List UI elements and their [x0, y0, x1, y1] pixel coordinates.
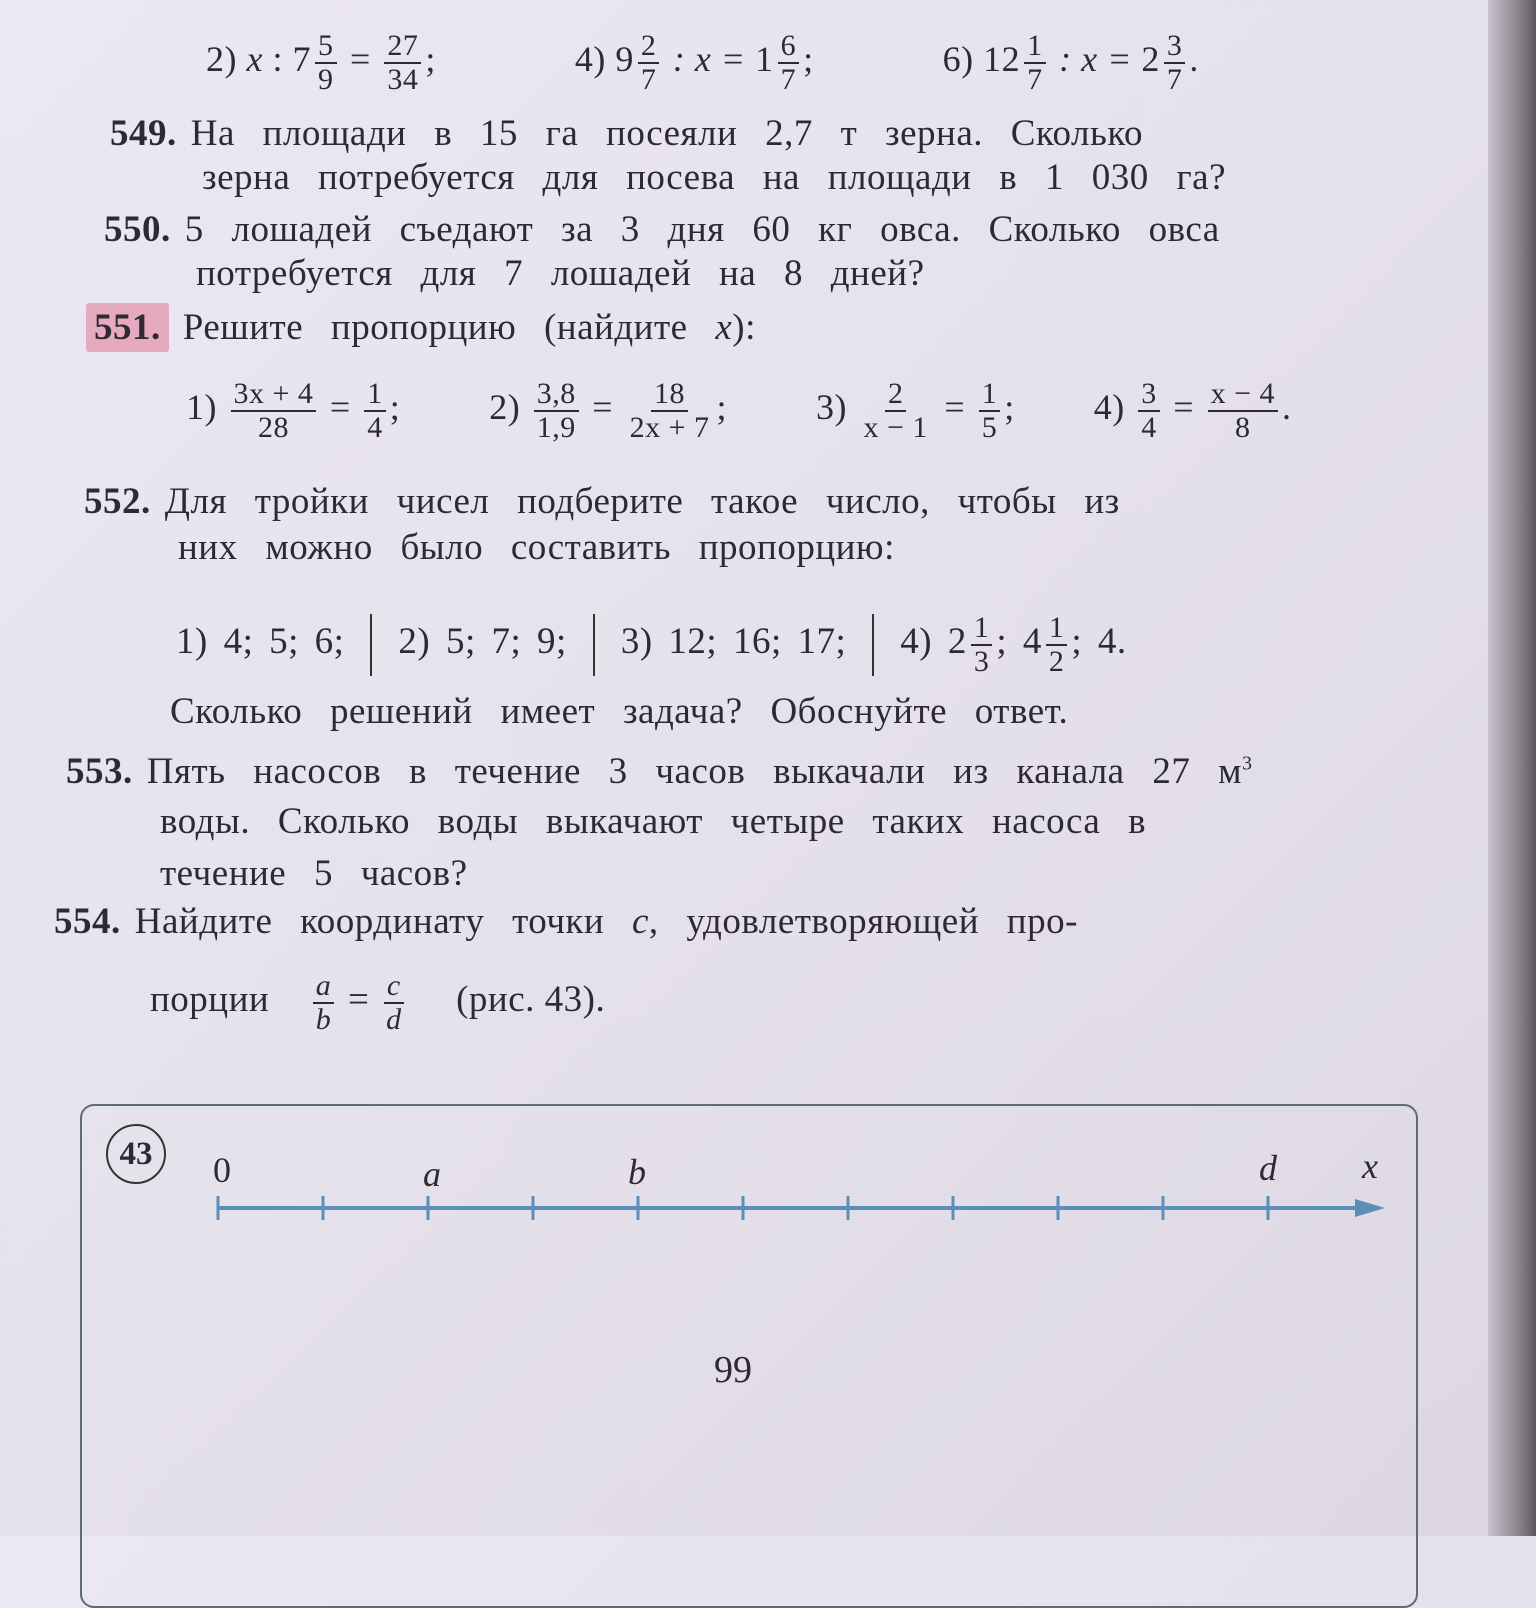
- label-x: x: [1362, 1146, 1378, 1186]
- fraction: $\frac{1}{7}$: [1024, 30, 1046, 95]
- proportion-3: 3) $\frac{2}{x - 1}$ = $\frac{1}{5}$ ;: [816, 377, 1015, 444]
- problem-number: 552.: [84, 481, 151, 522]
- problem-550-line1: 550. 5 лошадей съедают за 3 дня 60 кг овса. Сколько овса: [104, 209, 1220, 250]
- page-number: 99: [714, 1349, 752, 1391]
- fraction: $\frac{5}{9}$: [315, 30, 337, 95]
- problem-553-line3: течение 5 часов?: [160, 853, 468, 894]
- problem-number: 554.: [54, 901, 121, 942]
- label-a: a: [423, 1154, 441, 1194]
- fraction: $\frac{2}{7}$: [638, 30, 660, 95]
- label-d: d: [1259, 1148, 1277, 1188]
- problem-552-question: Сколько решений имеет задача? Обоснуйте ответ.: [170, 691, 1069, 732]
- problem-554-line1: 554. Найдите координату точки c, удовлетворяющей про-: [54, 901, 1078, 942]
- problem-number: 550.: [104, 209, 171, 250]
- problem-552-line1: 552. Для тройки чисел подберите такое число, чтобы из: [84, 481, 1120, 522]
- triple-4: 4) 2 $\frac{1}{3}$ ; 4 $\frac{1}{2}$ ; 4.: [900, 611, 1127, 678]
- figure-number-badge: 43: [106, 1124, 166, 1184]
- problem-number-highlighted: 551.: [86, 303, 169, 352]
- fraction: $\frac{27}{34}$: [384, 30, 421, 95]
- fraction: $\frac{3}{7}$: [1164, 30, 1186, 95]
- problem-549-line1: 549. На площади в 15 га посеяли 2,7 т зерна. Сколько: [110, 113, 1143, 154]
- label-zero: 0: [213, 1150, 231, 1190]
- problem-number: 549.: [110, 113, 177, 154]
- problem-551-title: 551. Решите пропорцию (найдите x):: [86, 306, 756, 349]
- top-item-6: 6) 12 $\frac{1}{7}$ : x = 2 $\frac{3}{7}$ .: [942, 29, 1199, 96]
- proportion-2: 2) $\frac{3,8}{1,9}$ = $\frac{18}{2x + 7}$ ;: [489, 377, 727, 444]
- problem-549-line2: зерна потребуется для посева на площади в 1 030 га?: [202, 157, 1227, 198]
- problem-552-line2: них можно было составить пропорцию:: [178, 527, 895, 568]
- top-item-4: 4) 9 $\frac{2}{7}$ : x = 1 $\frac{6}{7}$ ;: [574, 29, 814, 96]
- fraction-a-over-b: $\frac{a}{b}$: [313, 970, 335, 1035]
- triple-3: 3) 12; 16; 17;: [620, 620, 847, 662]
- problem-553-line2: воды. Сколько воды выкачают четыре таких насоса в: [160, 801, 1147, 842]
- label-b: b: [628, 1152, 646, 1192]
- triple-2: 2) 5; 7; 9;: [398, 620, 567, 662]
- number-line: [218, 1196, 1385, 1220]
- proportion-4: 4) $\frac{3}{4}$ = $\frac{x - 4}{8}$ .: [1093, 377, 1292, 444]
- problem-553-line1: 553. Пять насосов в течение 3 часов выкачали из канала 27 $м^3$: [66, 751, 1253, 792]
- triple-1: 1) 4; 5; 6;: [176, 620, 345, 662]
- top-item-2: 2) x : 7 $\frac{5}{9}$ = $\frac{27}{34}$ ;: [206, 29, 436, 96]
- axis-arrowhead: [1355, 1199, 1385, 1217]
- fraction: $\frac{6}{7}$: [778, 30, 800, 95]
- problem-550-line2: потребуется для 7 лошадей на 8 дней?: [196, 253, 925, 294]
- problem-number: 553.: [66, 751, 133, 792]
- proportion-1: 1) $\frac{3x + 4}{28}$ = $\frac{1}{4}$ ;: [186, 377, 401, 444]
- fraction-c-over-d: $\frac{c}{d}$: [383, 970, 405, 1035]
- problem-554-line2: порции $\frac{a}{b}$ = $\frac{c}{d}$ (рис. 43).: [150, 969, 606, 1036]
